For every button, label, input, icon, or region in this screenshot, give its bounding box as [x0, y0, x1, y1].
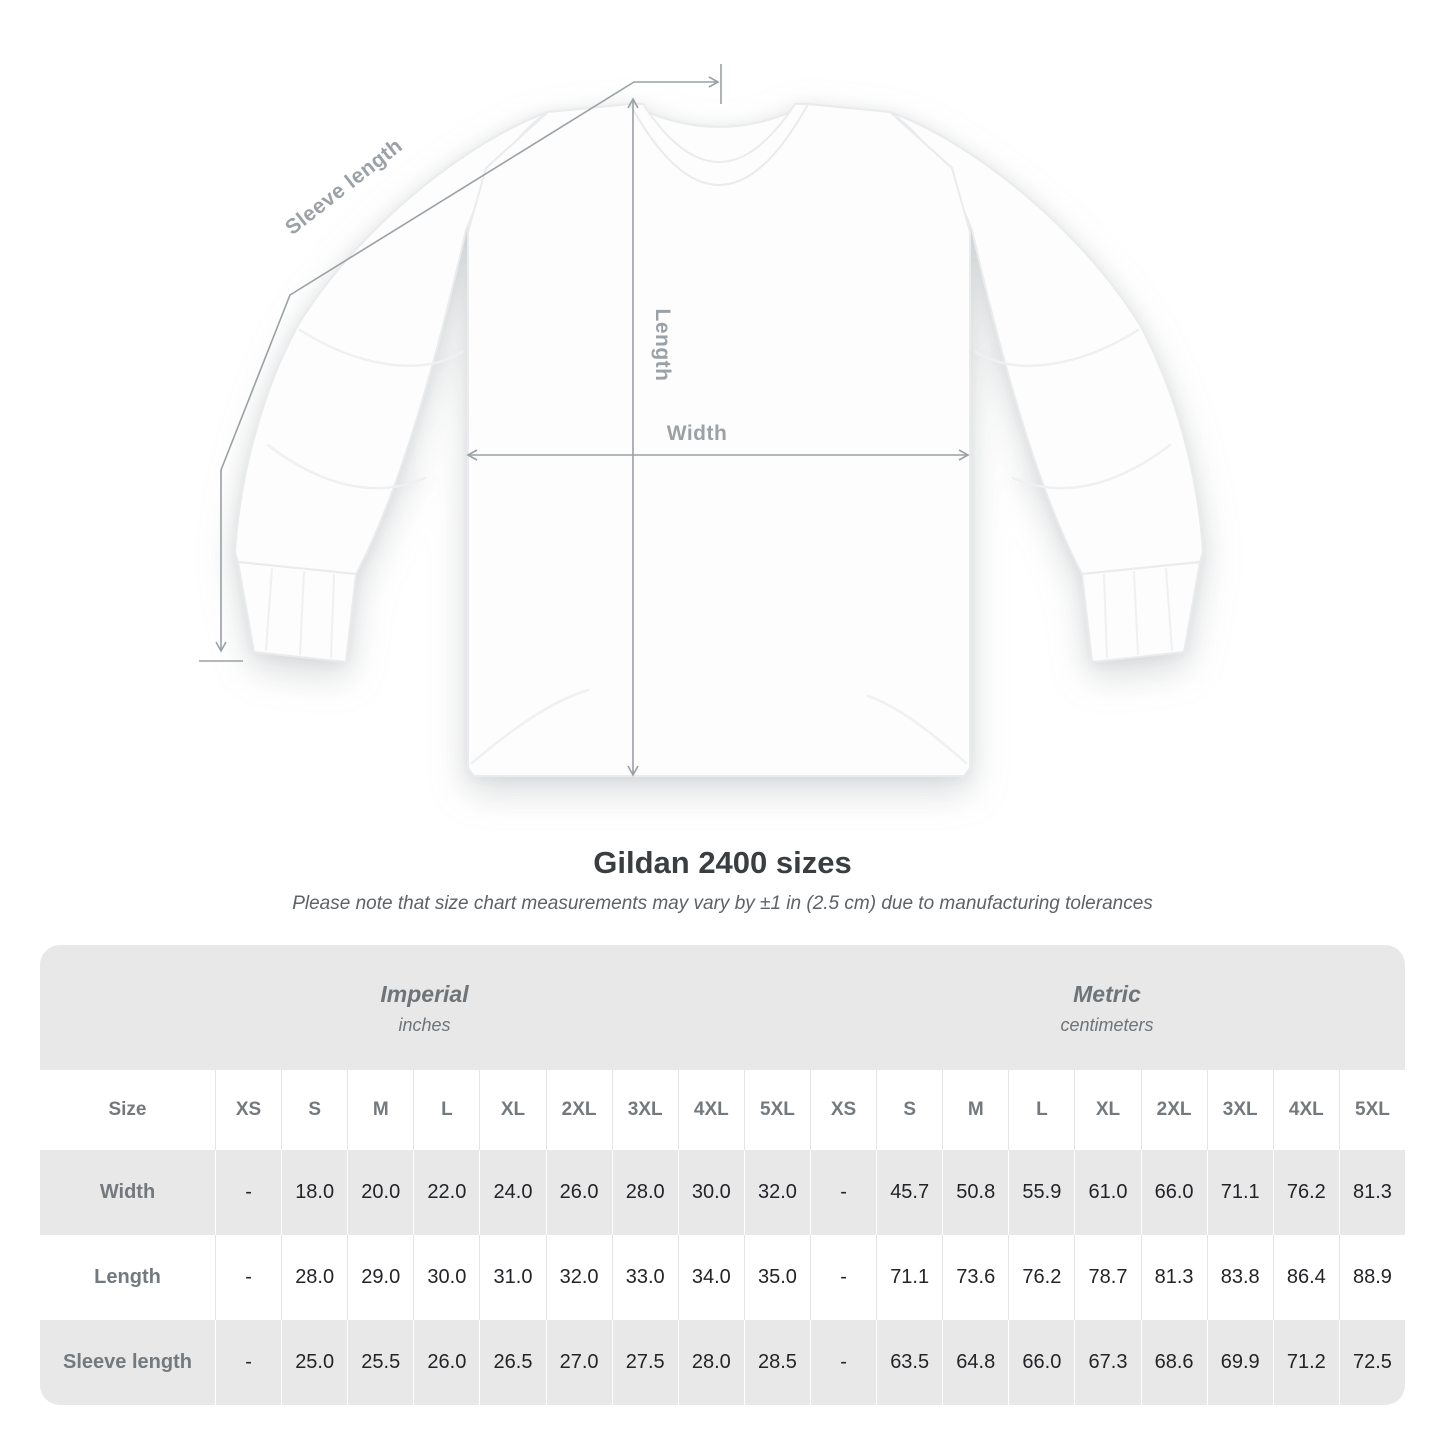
value-cell: 22.0	[413, 1150, 479, 1235]
value-cell: 68.6	[1141, 1320, 1207, 1405]
size-col: 5XL	[744, 1070, 810, 1150]
length-row	[40, 1235, 1405, 1320]
value-cell: 35.0	[744, 1235, 810, 1320]
value-cell: 73.6	[942, 1235, 1008, 1320]
value-cell: 34.0	[678, 1235, 744, 1320]
size-col: L	[1008, 1070, 1074, 1150]
value-cell: -	[810, 1235, 876, 1320]
value-cell: 20.0	[347, 1150, 413, 1235]
value-cell: 88.9	[1339, 1235, 1405, 1320]
value-cell: -	[810, 1320, 876, 1405]
value-cell: -	[215, 1235, 281, 1320]
value-cell: 30.0	[678, 1150, 744, 1235]
value-cell: 81.3	[1141, 1235, 1207, 1320]
value-cell: 45.7	[876, 1150, 942, 1235]
value-cell: 31.0	[479, 1235, 545, 1320]
size-header: Size	[108, 1099, 147, 1120]
size-header-row	[40, 1070, 1405, 1150]
value-cell: 83.8	[1207, 1235, 1273, 1320]
value-cell: 71.1	[1207, 1150, 1273, 1235]
value-cell: 86.4	[1273, 1235, 1339, 1320]
imperial-title: Imperial	[380, 981, 469, 1007]
value-cell: 26.0	[546, 1150, 612, 1235]
value-cell: 24.0	[479, 1150, 545, 1235]
value-cell: 50.8	[942, 1150, 1008, 1235]
value-cell: 67.3	[1074, 1320, 1140, 1405]
value-cell: 26.0	[413, 1320, 479, 1405]
metric-title: Metric	[1073, 981, 1141, 1007]
row-label: Length	[94, 1266, 161, 1288]
value-cell: -	[215, 1150, 281, 1235]
width-label: Width	[666, 422, 728, 445]
metric-unit: centimeters	[1060, 1015, 1154, 1035]
value-cell: 71.1	[876, 1235, 942, 1320]
size-col: L	[413, 1070, 479, 1150]
value-cell: 64.8	[942, 1320, 1008, 1405]
value-cell: 32.0	[546, 1235, 612, 1320]
value-cell: -	[215, 1320, 281, 1405]
imperial-header	[40, 945, 809, 1070]
value-cell: 28.0	[281, 1235, 347, 1320]
size-col: 3XL	[612, 1070, 678, 1150]
value-cell: 71.2	[1273, 1320, 1339, 1405]
size-table	[40, 945, 1405, 1405]
value-cell: 26.5	[479, 1320, 545, 1405]
value-cell: 30.0	[413, 1235, 479, 1320]
size-col: 3XL	[1207, 1070, 1273, 1150]
size-col: XL	[1074, 1070, 1140, 1150]
size-col: XS	[810, 1070, 876, 1150]
right-cuff	[1082, 562, 1200, 662]
value-cell: 28.5	[744, 1320, 810, 1405]
value-cell: 27.0	[546, 1320, 612, 1405]
sleeve-length-row	[40, 1320, 1405, 1405]
size-col: 2XL	[1141, 1070, 1207, 1150]
value-cell: 33.0	[612, 1235, 678, 1320]
size-col: 4XL	[1273, 1070, 1339, 1150]
value-cell: 81.3	[1339, 1150, 1405, 1235]
size-col: M	[942, 1070, 1008, 1150]
row-label: Width	[99, 1181, 156, 1203]
value-cell: 25.5	[347, 1320, 413, 1405]
value-cell: 55.9	[1008, 1150, 1074, 1235]
page-title: Gildan 2400 sizes	[593, 845, 852, 880]
value-cell: 72.5	[1339, 1320, 1405, 1405]
size-col: 4XL	[678, 1070, 744, 1150]
value-cell: 61.0	[1074, 1150, 1140, 1235]
size-col: S	[281, 1070, 347, 1150]
value-cell: 78.7	[1074, 1235, 1140, 1320]
value-cell: 66.0	[1141, 1150, 1207, 1235]
size-col: S	[876, 1070, 942, 1150]
sleeve-length-label: Sleeve length	[281, 134, 407, 240]
value-cell: 32.0	[744, 1150, 810, 1235]
length-label: Length	[651, 308, 674, 382]
tolerance-note: Please note that size chart measurements may vary by ±1 in (2.5 cm) due to manufacturing tolerances	[292, 893, 1153, 914]
width-row	[40, 1150, 1405, 1235]
imperial-unit: inches	[398, 1015, 451, 1035]
value-cell: 28.0	[678, 1320, 744, 1405]
row-label: Sleeve length	[63, 1351, 192, 1373]
size-col: XL	[479, 1070, 545, 1150]
size-col: M	[347, 1070, 413, 1150]
value-cell: 25.0	[281, 1320, 347, 1405]
value-cell: 27.5	[612, 1320, 678, 1405]
left-cuff	[238, 562, 356, 662]
value-cell: 66.0	[1008, 1320, 1074, 1405]
value-cell: 63.5	[876, 1320, 942, 1405]
value-cell: 29.0	[347, 1235, 413, 1320]
metric-header	[809, 945, 1405, 1070]
value-cell: 69.9	[1207, 1320, 1273, 1405]
size-col: 5XL	[1339, 1070, 1405, 1150]
size-col: 2XL	[546, 1070, 612, 1150]
size-col: XS	[215, 1070, 281, 1150]
value-cell: 76.2	[1273, 1150, 1339, 1235]
value-cell: 28.0	[612, 1150, 678, 1235]
unit-header-band	[40, 945, 1405, 1070]
value-cell: 76.2	[1008, 1235, 1074, 1320]
value-cell: 18.0	[281, 1150, 347, 1235]
value-cell: -	[810, 1150, 876, 1235]
